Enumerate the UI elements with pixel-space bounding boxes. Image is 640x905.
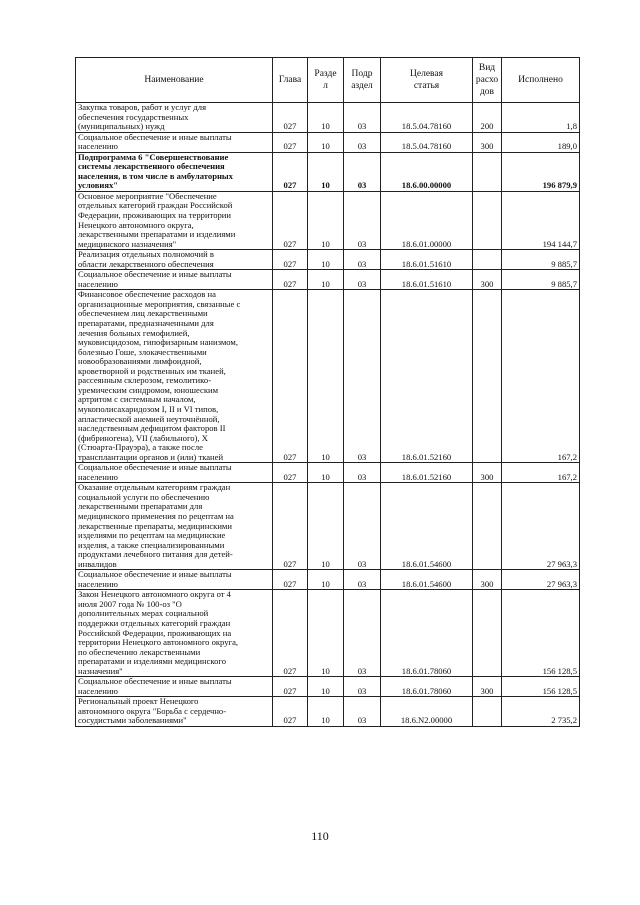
cell-glava: 027 (273, 250, 308, 270)
cell-glava: 027 (273, 463, 308, 483)
cell-podrazdel: 03 (344, 191, 381, 249)
cell-done: 156 128,5 (502, 590, 580, 677)
cell-podrazdel: 03 (344, 290, 381, 463)
cell-podrazdel: 03 (344, 152, 381, 191)
cell-glava: 027 (273, 191, 308, 249)
cell-name: Социальное обеспечение и иные выплаты населению (76, 570, 273, 590)
header-razdel: Разде л (308, 58, 344, 103)
cell-article: 18.6.01.78060 (381, 677, 473, 697)
cell-vid: 300 (473, 463, 502, 483)
cell-glava: 027 (273, 483, 308, 570)
cell-article: 18.6.01.54600 (381, 483, 473, 570)
cell-done: 167,2 (502, 290, 580, 463)
cell-podrazdel: 03 (344, 270, 381, 290)
cell-done: 156 128,5 (502, 677, 580, 697)
cell-name: Основное мероприятие "Обеспечение отдельных категорий граждан Российской Федерации, проживающих на территории Ненецкого автономного округа, лекарственными препаратами и изделиями медицинского назначения" (76, 191, 273, 249)
cell-article: 18.6.01.54600 (381, 570, 473, 590)
cell-podrazdel: 03 (344, 103, 381, 133)
header-glava: Глава (273, 58, 308, 103)
cell-glava: 027 (273, 590, 308, 677)
cell-vid (473, 290, 502, 463)
cell-vid: 300 (473, 132, 502, 152)
cell-article: 18.6.N2.00000 (381, 697, 473, 727)
header-article: Целевая статья (381, 58, 473, 103)
cell-podrazdel: 03 (344, 250, 381, 270)
cell-name: Оказание отдельным категориям граждан социальной услуги по обеспечению лекарственными препаратами для медицинского применения по рецептам на лекарственные препараты, медицинскими изделиями по рецептам на медицинские изделия, а также специализированными продуктами лечебного питания для детей- инвалидов (76, 483, 273, 570)
cell-name: Закон Ненецкого автономного округа от 4 июля 2007 года № 100-оз "О дополнительных мерах социальной поддержки отдельных категорий граждан Российской Федерации, проживающих на территории Ненецкого автономного округа, по обеспечению лекарственными препаратами и изделиями медицинского назначения" (76, 590, 273, 677)
cell-done: 2 735,2 (502, 697, 580, 727)
cell-vid (473, 191, 502, 249)
header-vid: Вид расхо дов (473, 58, 502, 103)
cell-article: 18.6.01.51610 (381, 270, 473, 290)
cell-glava: 027 (273, 103, 308, 133)
cell-vid: 200 (473, 103, 502, 133)
cell-done: 9 885,7 (502, 250, 580, 270)
table-row (76, 483, 580, 570)
cell-glava: 027 (273, 570, 308, 590)
cell-done: 194 144,7 (502, 191, 580, 249)
cell-razdel: 10 (308, 103, 344, 133)
table-row (76, 270, 580, 290)
cell-done: 9 885,7 (502, 270, 580, 290)
cell-razdel: 10 (308, 132, 344, 152)
cell-name: Подпрограмма 6 "Совершенствование системы лекарственного обеспечения населения, в том числе в амбулаторных условиях" (76, 152, 273, 191)
cell-razdel: 10 (308, 191, 344, 249)
cell-razdel: 10 (308, 483, 344, 570)
header-row (76, 58, 580, 103)
cell-vid: 300 (473, 570, 502, 590)
cell-vid (473, 697, 502, 727)
cell-vid (473, 250, 502, 270)
cell-article: 18.6.01.52160 (381, 463, 473, 483)
table-row (76, 677, 580, 697)
cell-razdel: 10 (308, 677, 344, 697)
cell-podrazdel: 03 (344, 483, 381, 570)
cell-razdel: 10 (308, 290, 344, 463)
cell-done: 1,8 (502, 103, 580, 133)
cell-podrazdel: 03 (344, 590, 381, 677)
cell-article: 18.6.01.51610 (381, 250, 473, 270)
cell-razdel: 10 (308, 697, 344, 727)
header-name: Наименование (76, 58, 273, 103)
cell-name: Региональный проект Ненецкого автономного округа "Борьба с сердечно- сосудистыми заболеваниями" (76, 697, 273, 727)
cell-podrazdel: 03 (344, 697, 381, 727)
cell-article: 18.5.04.78160 (381, 132, 473, 152)
cell-article: 18.6.00.00000 (381, 152, 473, 191)
table-row (76, 570, 580, 590)
cell-name: Социальное обеспечение и иные выплаты населению (76, 677, 273, 697)
cell-name: Реализация отдельных полномочий в области лекарственного обеспечения (76, 250, 273, 270)
cell-glava: 027 (273, 290, 308, 463)
cell-glava: 027 (273, 270, 308, 290)
cell-razdel: 10 (308, 152, 344, 191)
cell-article: 18.6.01.78060 (381, 590, 473, 677)
cell-vid: 300 (473, 677, 502, 697)
header-done: Исполнено (502, 58, 580, 103)
cell-podrazdel: 03 (344, 677, 381, 697)
cell-razdel: 10 (308, 270, 344, 290)
cell-name: Закупка товаров, работ и услуг для обеспечения государственных (муниципальных) нужд (76, 103, 273, 133)
cell-podrazdel: 03 (344, 132, 381, 152)
cell-done: 167,2 (502, 463, 580, 483)
table-row (76, 697, 580, 727)
cell-podrazdel: 03 (344, 570, 381, 590)
cell-glava: 027 (273, 132, 308, 152)
cell-glava: 027 (273, 152, 308, 191)
cell-name: Социальное обеспечение и иные выплаты населению (76, 463, 273, 483)
table-row (76, 290, 580, 463)
header-podrazdel: Подр аздел (344, 58, 381, 103)
cell-done: 27 963,3 (502, 570, 580, 590)
cell-name: Социальное обеспечение и иные выплаты населению (76, 270, 273, 290)
cell-vid (473, 152, 502, 191)
page-number: 110 (311, 829, 329, 843)
cell-podrazdel: 03 (344, 463, 381, 483)
table-row (76, 463, 580, 483)
cell-name: Финансовое обеспечение расходов на организационные мероприятия, связанные с обеспечением лиц лекарственными препаратами, предназначенными для лечения больных гемофилией, муковисцидозом, гипофизарным нанизмом, болезнью Гоше, злокачественными новообразованиями лимфоидной, кроветворной и родственных им тканей, рассеянным склерозом, гемолитико- уремическим синдромом, юношеским артритом с системным началом, мукополисахаридозом I, II и VI типов, апластической анемией неуточнённой, наследственным дефицитом факторов II (фибриногена), VII (лабильного), X (Стюарта-Прауэра), а также после трансплантации органов и (или) тканей (76, 290, 273, 463)
cell-vid: 300 (473, 270, 502, 290)
cell-vid (473, 483, 502, 570)
table-row (76, 132, 580, 152)
cell-razdel: 10 (308, 250, 344, 270)
table-row (76, 103, 580, 133)
cell-done: 189,0 (502, 132, 580, 152)
table-body (76, 103, 580, 727)
table-row (76, 590, 580, 677)
table-row (76, 152, 580, 191)
budget-table (75, 57, 580, 727)
cell-done: 196 879,9 (502, 152, 580, 191)
cell-name: Социальное обеспечение и иные выплаты населению (76, 132, 273, 152)
cell-done: 27 963,3 (502, 483, 580, 570)
cell-article: 18.6.01.52160 (381, 290, 473, 463)
table-row (76, 191, 580, 249)
cell-glava: 027 (273, 677, 308, 697)
cell-vid (473, 590, 502, 677)
table-row (76, 250, 580, 270)
cell-razdel: 10 (308, 570, 344, 590)
cell-article: 18.6.01.00000 (381, 191, 473, 249)
cell-razdel: 10 (308, 463, 344, 483)
cell-glava: 027 (273, 697, 308, 727)
cell-article: 18.5.04.78160 (381, 103, 473, 133)
cell-razdel: 10 (308, 590, 344, 677)
